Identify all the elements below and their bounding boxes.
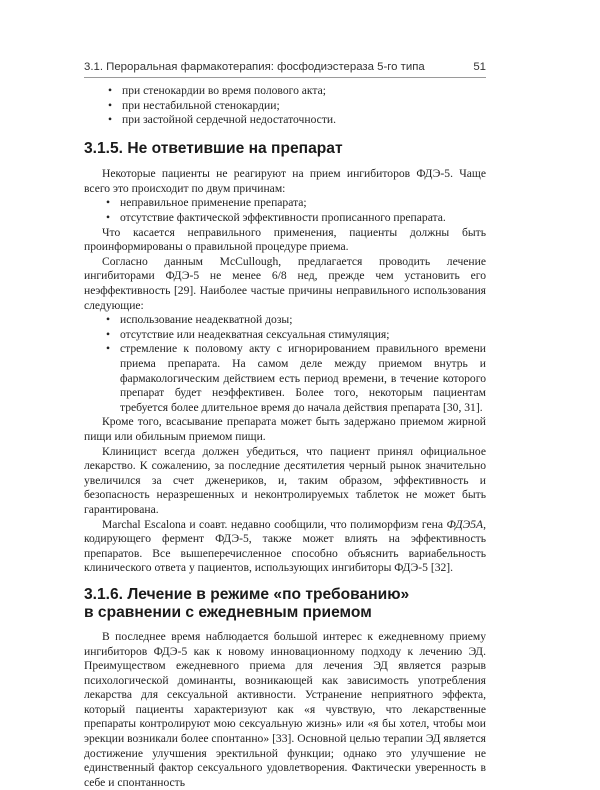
gene-name: ФДЭ5А — [446, 517, 484, 531]
contraindication-list — [84, 84, 486, 128]
list-item: • при стенокардии во время полового акта; — [84, 84, 486, 99]
header-rule — [84, 77, 486, 78]
paragraph: Что касается неправильного применения, пациенты должны быть проинформированы о правильной процедуре приема. — [84, 225, 486, 254]
list-item: • при застойной сердечной недостаточности. — [84, 113, 486, 128]
misuse-list — [84, 313, 486, 415]
list-item: • использование неадекватной дозы; — [84, 313, 486, 328]
paragraph: В последнее время наблюдается большой интерес к ежедневному приему ингибиторов ФДЭ-5 как к новому инновационному подходу к лечению ЭД. Преимуществом ежедневного приема для лечения ЭД является разрыв психологической доминанты, возникающей как зависимость употребления лекарства для сексуальной активности. Устранение неприятного эффекта, который пациенты характеризуют как «я чувствую, что лекарственные препараты контролируют мою сексуальную жизнь» или «я бы хотел, чтобы мои эрекции возникали более спонтанно» [33]. Основной целью терапии ЭД является достижение улучшения эректильной функции; однако это улучшение не единственный фактор сексуального удовлетворения. Фактически уверенность в себе и спонтанность — [84, 629, 486, 789]
page-number: 51 — [473, 61, 486, 73]
paragraph: Кроме того, всасывание препарата может быть задержано приемом жирной пищи или обильным приемом пищи. — [84, 415, 486, 443]
text-run: Marchal Escalona и соавт. недавно сообщили, что полиморфизм гена — [102, 517, 447, 531]
list-item: • отсутствие фактической эффективности прописанного препарата. — [84, 211, 486, 226]
heading-line: 3.1.6. Лечение в режиме «по требованию» — [84, 585, 410, 603]
list-item: • при нестабильной стенокардии; — [84, 99, 486, 114]
paragraph: Некоторые пациенты не реагируют на прием ингибиторов ФДЭ-5. Чаще всего это происходит по двум причинам: — [84, 167, 486, 195]
list-item: • отсутствие или неадекватная сексуальная стимуляция; — [84, 328, 486, 343]
list-item: • стремление к половому акту с игнорированием правильного времени приема препарата. На самом деле между приемом внутрь и фармакологическим действием есть период времени, в течение которого препарат будет неэффективен. Более того, некоторым пациентам требуется более длительное время до начала действия препарата [30, 31]. — [84, 342, 486, 415]
section-heading-3-1-5: 3.1.5. Не ответившие на препарат — [84, 139, 343, 157]
reasons-list — [84, 196, 486, 225]
running-head — [84, 61, 486, 73]
running-head-title: 3.1. Пероральная фармакотерапия: фосфодиэстераза 5-го типа — [84, 61, 425, 73]
heading-line: в сравнении с ежедневным приемом — [84, 604, 372, 622]
section-heading-3-1-6 — [84, 586, 486, 623]
paragraph: Клиницист всегда должен убедиться, что пациент принял официальное лекарство. К сожалению, за последние десятилетия черный рынок значительно увеличился за счет дженериков, и, таким образом, эффективность и безопасность неразрешенных и неконтролируемых таблеток не может быть гарантирована. — [84, 444, 486, 516]
text-run: , кодирующего фермент ФДЭ-5, также может влиять на эффективность препаратов. Все вышеперечисленное способно объяснить вариабельность клинического ответа у пациентов, использующих ингибиторы ФДЭ-5 [32]. — [84, 517, 486, 575]
paragraph: Согласно данным McCullough, предлагается проводить лечение ингибиторами ФДЭ-5 не менее 6/8 нед, прежде чем установить его неэффективность [29]. Наиболее частые причины неправильного использования следующие: — [84, 254, 486, 312]
list-item: • неправильное применение препарата; — [84, 196, 486, 211]
paragraph — [84, 518, 486, 576]
body-text — [84, 84, 486, 790]
